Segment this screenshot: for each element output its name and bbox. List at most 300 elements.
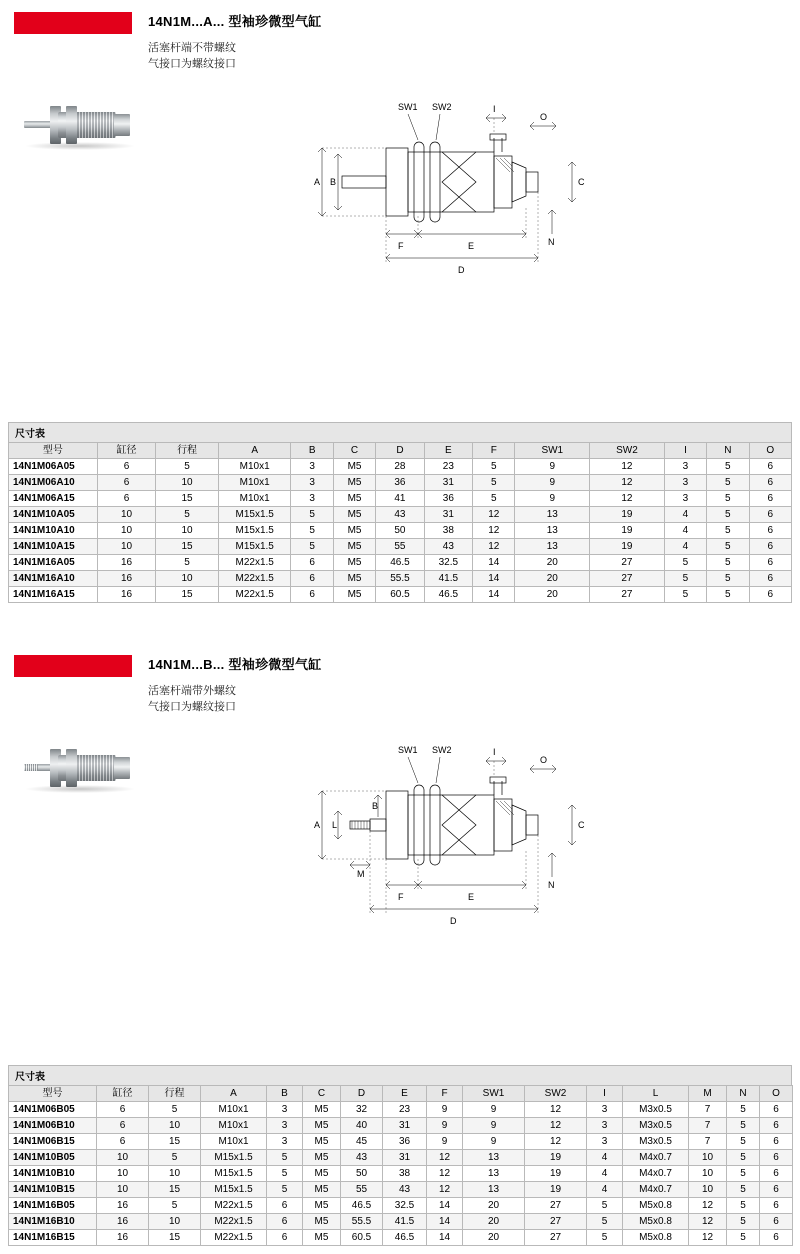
- cell-value: M5x0.8: [623, 1230, 689, 1246]
- cell-value: 5: [727, 1118, 760, 1134]
- col-header: B: [267, 1086, 303, 1102]
- cell-value: 5: [707, 523, 749, 539]
- col-header: 行程: [149, 1086, 201, 1102]
- drawing-label-m: M: [357, 869, 365, 879]
- subtitle-line: 活塞杆端不带螺纹: [148, 42, 236, 54]
- col-header: SW1: [515, 443, 590, 459]
- section-title-b: 14N1M...B... 型袖珍微型气缸: [148, 657, 322, 672]
- table-row: [9, 1166, 793, 1182]
- cell-value: M3x0.5: [623, 1102, 689, 1118]
- cell-model: 14N1M06A10: [9, 475, 98, 491]
- photo-nut-2: [66, 749, 77, 787]
- cell-value: 5: [707, 491, 749, 507]
- cell-value: 3: [664, 491, 706, 507]
- cell-value: 36: [383, 1134, 427, 1150]
- cell-value: 43: [341, 1150, 383, 1166]
- col-header: O: [749, 443, 791, 459]
- cell-value: M22x1.5: [218, 587, 291, 603]
- table-header-row: [9, 1086, 793, 1102]
- cell-value: M5: [303, 1118, 341, 1134]
- cell-value: 5: [267, 1166, 303, 1182]
- cell-value: M15x1.5: [201, 1150, 267, 1166]
- cell-value: 55: [376, 539, 424, 555]
- drawing-label-i: I: [493, 104, 496, 114]
- cell-value: 5: [727, 1150, 760, 1166]
- cell-value: 15: [149, 1134, 201, 1150]
- drawing-label-e: E: [468, 241, 475, 251]
- photo-thread-texture: [76, 755, 116, 781]
- cell-value: 19: [590, 507, 665, 523]
- cell-value: 3: [267, 1134, 303, 1150]
- cell-value: 6: [97, 459, 156, 475]
- drawing-label-sw2: SW2: [432, 102, 452, 112]
- cell-value: 14: [427, 1230, 463, 1246]
- subtitle-line: 气接口为螺纹接口: [148, 701, 236, 713]
- table-row: [9, 1150, 793, 1166]
- col-header: B: [291, 443, 333, 459]
- cell-value: 20: [463, 1230, 525, 1246]
- cell-value: 31: [424, 475, 472, 491]
- photo-nut-2: [66, 106, 77, 144]
- cell-value: 9: [515, 459, 590, 475]
- cell-value: 6: [749, 459, 791, 475]
- drawing-label-d: D: [458, 265, 465, 275]
- cell-value: 10: [149, 1118, 201, 1134]
- cell-value: 9: [515, 475, 590, 491]
- cell-value: 5: [473, 475, 515, 491]
- cell-value: 9: [427, 1134, 463, 1150]
- cell-value: 27: [525, 1230, 587, 1246]
- col-header: A: [218, 443, 291, 459]
- cell-value: M10x1: [201, 1134, 267, 1150]
- cell-value: M5x0.8: [623, 1198, 689, 1214]
- cell-value: M15x1.5: [201, 1166, 267, 1182]
- cell-value: 43: [424, 539, 472, 555]
- cell-value: 5: [727, 1134, 760, 1150]
- cell-value: 5: [267, 1150, 303, 1166]
- drawing-label-d: D: [450, 916, 457, 926]
- cell-value: 5: [149, 1198, 201, 1214]
- col-header: SW1: [463, 1086, 525, 1102]
- drawing-label-l: L: [332, 820, 338, 830]
- cell-value: 46.5: [376, 555, 424, 571]
- cell-value: 31: [383, 1150, 427, 1166]
- cell-value: 6: [749, 571, 791, 587]
- cell-value: 23: [424, 459, 472, 475]
- cell-value: M5: [303, 1214, 341, 1230]
- cell-value: 12: [473, 539, 515, 555]
- cell-value: 4: [664, 539, 706, 555]
- cell-value: 15: [156, 539, 219, 555]
- table-row: [9, 587, 792, 603]
- cell-value: M5: [303, 1134, 341, 1150]
- cell-value: M5: [333, 539, 375, 555]
- cell-value: 12: [590, 459, 665, 475]
- table-row: [9, 523, 792, 539]
- drawing-label-c: C: [578, 820, 585, 830]
- cell-value: 6: [97, 1118, 149, 1134]
- table-row: [9, 1198, 793, 1214]
- cell-value: 5: [727, 1182, 760, 1198]
- cell-value: 55: [341, 1182, 383, 1198]
- cell-value: 20: [515, 587, 590, 603]
- cell-value: 5: [707, 571, 749, 587]
- cell-value: 12: [525, 1102, 587, 1118]
- cell-value: 6: [760, 1182, 793, 1198]
- cell-value: M10x1: [201, 1102, 267, 1118]
- cell-value: 6: [267, 1214, 303, 1230]
- cell-value: 13: [515, 523, 590, 539]
- cell-model: 14N1M16A15: [9, 587, 98, 603]
- table-row: [9, 1182, 793, 1198]
- cell-value: 3: [291, 475, 333, 491]
- table-body-a: [9, 459, 792, 603]
- cell-value: 5: [587, 1198, 623, 1214]
- cell-value: 13: [515, 507, 590, 523]
- cell-value: 6: [291, 571, 333, 587]
- cell-value: 60.5: [376, 587, 424, 603]
- col-header: D: [376, 443, 424, 459]
- cell-value: M22x1.5: [201, 1230, 267, 1246]
- col-header: 缸径: [97, 443, 156, 459]
- cell-value: 6: [749, 555, 791, 571]
- cell-value: 12: [590, 491, 665, 507]
- cell-value: 3: [267, 1118, 303, 1134]
- cell-value: 38: [424, 523, 472, 539]
- cell-model: 14N1M10B05: [9, 1150, 97, 1166]
- subtitle-line: 活塞杆端带外螺纹: [148, 685, 236, 697]
- col-header: L: [623, 1086, 689, 1102]
- cell-value: 6: [97, 1134, 149, 1150]
- technical-drawing-b: [290, 725, 620, 1015]
- cell-value: M5: [333, 475, 375, 491]
- cell-model: 14N1M06A05: [9, 459, 98, 475]
- cell-value: 43: [376, 507, 424, 523]
- cell-value: 6: [291, 555, 333, 571]
- cell-value: 15: [149, 1182, 201, 1198]
- cell-value: M22x1.5: [201, 1214, 267, 1230]
- cell-value: 5: [727, 1230, 760, 1246]
- cell-value: 15: [149, 1230, 201, 1246]
- cell-value: 12: [473, 523, 515, 539]
- cell-value: 6: [760, 1230, 793, 1246]
- cell-value: 28: [376, 459, 424, 475]
- cell-value: 19: [525, 1166, 587, 1182]
- cell-value: 9: [463, 1134, 525, 1150]
- cell-value: M4x0.7: [623, 1182, 689, 1198]
- section-subtitle-a: [148, 40, 322, 72]
- section-header-text-a: [148, 10, 322, 72]
- cell-value: 9: [463, 1118, 525, 1134]
- cell-value: 27: [525, 1214, 587, 1230]
- cell-value: 46.5: [341, 1198, 383, 1214]
- cell-value: 10: [149, 1166, 201, 1182]
- cell-value: 10: [689, 1166, 727, 1182]
- cell-model: 14N1M10A15: [9, 539, 98, 555]
- cell-value: 5: [291, 507, 333, 523]
- cell-value: M5: [333, 571, 375, 587]
- cell-value: 3: [587, 1134, 623, 1150]
- cell-value: M5x0.8: [623, 1214, 689, 1230]
- product-photo-a: [10, 92, 150, 182]
- cell-model: 14N1M06A15: [9, 491, 98, 507]
- cell-value: M5: [333, 459, 375, 475]
- table-row: [9, 571, 792, 587]
- cell-value: 16: [97, 555, 156, 571]
- table-row: [9, 555, 792, 571]
- cell-value: 5: [727, 1102, 760, 1118]
- cell-value: 40: [341, 1118, 383, 1134]
- cell-value: 10: [97, 507, 156, 523]
- cell-value: M5: [303, 1230, 341, 1246]
- col-header: E: [424, 443, 472, 459]
- technical-drawing-a: [290, 82, 620, 372]
- cell-value: M10x1: [218, 491, 291, 507]
- col-header: F: [427, 1086, 463, 1102]
- photo-rod-thread: [24, 764, 38, 771]
- cell-model: 14N1M16A05: [9, 555, 98, 571]
- cell-value: 6: [97, 1102, 149, 1118]
- cell-value: 3: [291, 459, 333, 475]
- drawing-label-a: A: [314, 820, 321, 830]
- cell-value: 5: [727, 1166, 760, 1182]
- table-row: [9, 459, 792, 475]
- cell-value: 3: [291, 491, 333, 507]
- cell-value: 14: [473, 587, 515, 603]
- drawing-svg-a: [290, 82, 620, 372]
- cell-model: 14N1M10B15: [9, 1182, 97, 1198]
- cell-value: 12: [590, 475, 665, 491]
- cell-value: 5: [727, 1214, 760, 1230]
- col-header: SW2: [590, 443, 665, 459]
- cell-value: 23: [383, 1102, 427, 1118]
- cell-value: 6: [760, 1102, 793, 1118]
- col-header: C: [333, 443, 375, 459]
- cell-value: 19: [590, 523, 665, 539]
- cell-value: 6: [291, 587, 333, 603]
- cell-value: 6: [760, 1150, 793, 1166]
- col-header: M: [689, 1086, 727, 1102]
- cell-value: 41: [376, 491, 424, 507]
- cell-value: 9: [515, 491, 590, 507]
- drawing-label-e: E: [468, 892, 475, 902]
- drawing-label-a: A: [314, 177, 321, 187]
- drawing-label-b: B: [372, 801, 379, 811]
- cell-value: 5: [587, 1230, 623, 1246]
- cell-value: 7: [689, 1134, 727, 1150]
- cell-value: 6: [760, 1134, 793, 1150]
- cell-value: M3x0.5: [623, 1118, 689, 1134]
- brand-red-bar: [14, 12, 132, 34]
- cell-value: 4: [587, 1150, 623, 1166]
- cell-value: 45: [341, 1134, 383, 1150]
- cell-value: 9: [463, 1102, 525, 1118]
- cell-value: 5: [267, 1182, 303, 1198]
- cell-value: 10: [149, 1214, 201, 1230]
- brand-red-bar: [14, 655, 132, 677]
- cell-value: 46.5: [424, 587, 472, 603]
- cell-value: M15x1.5: [218, 539, 291, 555]
- cell-value: 41.5: [383, 1214, 427, 1230]
- cell-value: 12: [525, 1134, 587, 1150]
- cell-value: 16: [97, 571, 156, 587]
- cell-model: 14N1M10A10: [9, 523, 98, 539]
- photo-piston-rod: [24, 121, 52, 128]
- col-header: 行程: [156, 443, 219, 459]
- cell-value: 5: [727, 1198, 760, 1214]
- cell-value: 5: [156, 459, 219, 475]
- cell-value: 50: [376, 523, 424, 539]
- figure-row-b: [0, 715, 800, 1025]
- cell-value: 16: [97, 587, 156, 603]
- cell-value: 4: [664, 523, 706, 539]
- cell-value: 9: [427, 1102, 463, 1118]
- cell-value: 6: [749, 491, 791, 507]
- cell-value: 55.5: [376, 571, 424, 587]
- cell-value: M5: [303, 1150, 341, 1166]
- cell-value: 20: [463, 1198, 525, 1214]
- cell-value: 5: [473, 459, 515, 475]
- photo-thread-texture: [76, 112, 116, 138]
- cell-value: 12: [427, 1150, 463, 1166]
- table-row: [9, 1118, 793, 1134]
- cell-value: 41.5: [424, 571, 472, 587]
- photo-end-cap: [114, 757, 130, 779]
- cell-value: 13: [463, 1182, 525, 1198]
- cell-value: 31: [383, 1118, 427, 1134]
- cell-value: 12: [689, 1214, 727, 1230]
- col-header: N: [707, 443, 749, 459]
- drawing-label-f: F: [398, 241, 404, 251]
- cell-value: 38: [383, 1166, 427, 1182]
- cell-value: 10: [156, 523, 219, 539]
- table-row: [9, 475, 792, 491]
- subtitle-line: 气接口为螺纹接口: [148, 58, 236, 70]
- cell-value: 10: [97, 539, 156, 555]
- cell-value: 9: [427, 1118, 463, 1134]
- cell-value: 20: [515, 555, 590, 571]
- cell-value: 3: [664, 475, 706, 491]
- cell-value: M15x1.5: [218, 523, 291, 539]
- cell-value: 19: [590, 539, 665, 555]
- cell-value: M10x1: [201, 1118, 267, 1134]
- cell-value: 10: [97, 1182, 149, 1198]
- cell-value: M5: [333, 523, 375, 539]
- cell-value: M22x1.5: [201, 1198, 267, 1214]
- cell-value: 7: [689, 1102, 727, 1118]
- cell-value: 3: [664, 459, 706, 475]
- cell-value: 14: [427, 1198, 463, 1214]
- cell-value: 5: [156, 555, 219, 571]
- cell-value: 3: [587, 1118, 623, 1134]
- cell-value: 5: [707, 587, 749, 603]
- cell-value: 32.5: [383, 1198, 427, 1214]
- cell-value: 6: [97, 475, 156, 491]
- cell-value: 6: [267, 1198, 303, 1214]
- cell-value: 19: [525, 1150, 587, 1166]
- cell-value: 55.5: [341, 1214, 383, 1230]
- table-header-row: [9, 443, 792, 459]
- figure-row-a: [0, 72, 800, 382]
- cell-value: 6: [749, 539, 791, 555]
- cell-value: 5: [707, 555, 749, 571]
- cell-value: 36: [376, 475, 424, 491]
- cell-value: 4: [664, 507, 706, 523]
- cell-value: 27: [590, 587, 665, 603]
- cell-value: 32: [341, 1102, 383, 1118]
- cell-value: M10x1: [218, 459, 291, 475]
- cell-value: 5: [664, 587, 706, 603]
- cell-model: 14N1M06B05: [9, 1102, 97, 1118]
- cell-value: 4: [587, 1182, 623, 1198]
- col-header: O: [760, 1086, 793, 1102]
- drawing-label-o: O: [540, 112, 548, 122]
- cell-value: 6: [760, 1118, 793, 1134]
- cell-value: 5: [707, 507, 749, 523]
- cell-value: 15: [156, 587, 219, 603]
- cell-value: 6: [749, 475, 791, 491]
- cell-value: 13: [463, 1150, 525, 1166]
- drawing-label-sw2: SW2: [432, 745, 452, 755]
- cell-value: M5: [303, 1182, 341, 1198]
- dimension-table-a: [8, 442, 792, 603]
- cell-value: 60.5: [341, 1230, 383, 1246]
- col-header: 型号: [9, 443, 98, 459]
- cell-value: M5: [333, 555, 375, 571]
- cell-value: 6: [760, 1198, 793, 1214]
- cell-value: M22x1.5: [218, 555, 291, 571]
- section-header-a: [0, 0, 800, 72]
- cell-model: 14N1M16B05: [9, 1198, 97, 1214]
- photo-shadow: [26, 142, 134, 150]
- cell-value: 14: [427, 1214, 463, 1230]
- cell-value: 32.5: [424, 555, 472, 571]
- section-header-b: [0, 643, 800, 715]
- cell-value: 4: [587, 1166, 623, 1182]
- col-header: SW2: [525, 1086, 587, 1102]
- cell-value: M10x1: [218, 475, 291, 491]
- cell-value: 10: [689, 1182, 727, 1198]
- cell-value: 12: [525, 1118, 587, 1134]
- cell-value: 36: [424, 491, 472, 507]
- cell-value: 12: [473, 507, 515, 523]
- col-header: 缸径: [97, 1086, 149, 1102]
- cell-value: M15x1.5: [201, 1182, 267, 1198]
- cell-value: M15x1.5: [218, 507, 291, 523]
- cell-model: 14N1M16A10: [9, 571, 98, 587]
- cell-value: M3x0.5: [623, 1134, 689, 1150]
- cell-value: 14: [473, 571, 515, 587]
- cell-value: 5: [707, 459, 749, 475]
- col-header: I: [664, 443, 706, 459]
- col-header: E: [383, 1086, 427, 1102]
- cell-value: 6: [267, 1230, 303, 1246]
- cell-value: 12: [689, 1198, 727, 1214]
- product-photo-b: [10, 735, 150, 825]
- cell-value: M5: [333, 507, 375, 523]
- cell-value: 6: [749, 523, 791, 539]
- cell-value: 13: [463, 1166, 525, 1182]
- dimension-table-b: [8, 1085, 793, 1246]
- cell-value: 10: [689, 1150, 727, 1166]
- table-row: [9, 491, 792, 507]
- cell-value: 5: [707, 539, 749, 555]
- cell-value: 16: [97, 1214, 149, 1230]
- cell-model: 14N1M10A05: [9, 507, 98, 523]
- cell-value: 12: [427, 1166, 463, 1182]
- cell-value: 10: [156, 571, 219, 587]
- cell-model: 14N1M16B10: [9, 1214, 97, 1230]
